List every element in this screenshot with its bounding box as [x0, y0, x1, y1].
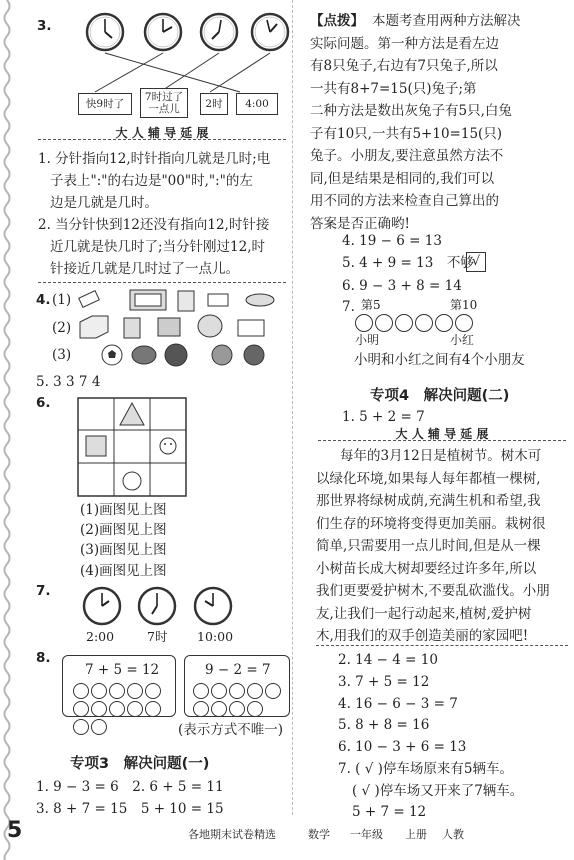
page-number: 5: [7, 818, 23, 843]
tip-label: 【点拨】: [310, 13, 364, 29]
clock-time-label: 10:00: [197, 629, 234, 644]
check-box: √: [466, 252, 486, 272]
child-name: 小明: [355, 333, 380, 347]
time-label: 2时: [200, 93, 228, 115]
footer-term: 上册: [405, 828, 427, 841]
section-banner: [318, 427, 566, 441]
q6-number: 6.: [36, 395, 51, 411]
balls-row: [78, 342, 293, 368]
story-line: 以绿化环境,如果每人每年都植一棵树,: [316, 471, 541, 487]
equation-text: 9 − 2 = 7: [205, 662, 271, 678]
tip-line: 实际问题。第一种方法是看左边: [310, 36, 499, 52]
answer-line: 6. 10 − 3 + 6 = 13: [338, 739, 467, 755]
q5-answer: 5. 3 3 7 4: [36, 374, 101, 390]
banner-line: [318, 440, 566, 441]
child-name: 小红: [450, 333, 475, 347]
clock-icon: [137, 586, 177, 626]
answer-line: 1. 5 + 2 = 7: [342, 409, 425, 425]
answer-line: 3. 7 + 5 = 12: [338, 674, 430, 690]
shapes-row-1: [78, 288, 293, 314]
section-title: 专项3 解决问题(一): [70, 756, 210, 772]
story-line: 小树苗长成大树却要经过许多年,所以: [316, 561, 537, 577]
tip-line: 1. 分针指向12,时针指向几就是几时;电: [38, 151, 271, 167]
time-label: 快9时了: [78, 93, 132, 115]
tip-line: 一共有8+7=15(只)兔子;第: [310, 81, 477, 97]
answer-line: 5 + 7 = 12: [352, 804, 427, 820]
tip-line: 2. 当分针快到12还没有指向12,时针接: [38, 217, 270, 233]
position-label: 第5: [361, 298, 381, 312]
equation-card: [184, 655, 290, 717]
q8-number: 8.: [36, 650, 51, 666]
position-label: 第10: [450, 298, 478, 312]
answer-summary: 小明和小红之间有4个小朋友: [354, 352, 525, 368]
story-line: 友,让我们一起行动起来,植树,爱护树: [316, 606, 532, 622]
story-line: 我们更要爱护树木,不要乱砍滥伐。小朋: [316, 583, 550, 599]
column-divider: [292, 0, 293, 815]
q6-answer: (3)画图见上图: [80, 542, 167, 558]
answer-line: 4. 16 − 6 − 3 = 7: [338, 696, 458, 712]
banner-line: [38, 139, 286, 140]
tip-line: 答案是否正确哟!: [310, 216, 410, 232]
tip-line: 子有10只,一共有5+10=15(只): [310, 126, 503, 142]
picture-grid: [77, 397, 187, 497]
story-line: 那世界将绿树成荫,充满生机和希望,我: [316, 493, 541, 509]
equation-text: 7 + 5 = 12: [85, 662, 160, 678]
story-line: 每年的3月12日是植树节。树木可: [340, 448, 542, 464]
clock-icon: [199, 12, 239, 52]
answer-line: 2. 14 − 4 = 10: [338, 652, 438, 668]
story-line: 简单,只需要用一点儿时间,但是从一棵: [316, 538, 541, 554]
story-bottom-line: [316, 645, 568, 646]
q6-answer: (2)画图见上图: [80, 522, 167, 538]
tip-line: 二种方法是数出灰兔子有5只,白兔: [310, 103, 512, 119]
answer-line: 7. ( √ )停车场原来有5辆车。: [338, 761, 513, 777]
clock-icon: [82, 586, 122, 626]
clock-time-label: 7时: [147, 629, 168, 644]
shapes-row-2: [78, 314, 293, 340]
tip-line: 边是几就是几时。: [50, 195, 158, 211]
time-label: 7时过了一点儿: [140, 88, 188, 118]
banner-text: 大 人 辅 导 延 展: [395, 427, 489, 441]
children-circles: [354, 313, 484, 333]
tip-line: 用不同的方法来检查自己算出的: [310, 193, 499, 209]
time-label: 4:00: [236, 93, 278, 115]
q6-answer: (1)画图见上图: [80, 502, 167, 518]
q6-answer: (4)画图见上图: [80, 563, 167, 579]
q4-row-label: (1): [52, 292, 72, 308]
story-line: 木,用我们的双手创造美丽的家园吧!: [316, 628, 529, 644]
equation-card: [62, 655, 176, 717]
section-title: 专项4 解决问题(二): [370, 388, 510, 404]
circle-group: [193, 683, 289, 719]
banner-text: 大 人 辅 导 延 展: [115, 126, 209, 140]
q7-number: 7.: [36, 583, 51, 599]
answer-line: 3. 8 + 7 = 15 5 + 10 = 15: [36, 801, 224, 817]
q4-number: 4.: [36, 292, 51, 308]
footer-book: 各地期末试卷精选: [188, 828, 276, 841]
answer-line: 5. 8 + 8 = 16: [338, 717, 430, 733]
story-line: 们生存的环境将变得更加美丽。栽树很: [316, 516, 546, 532]
clock-icon: [250, 12, 290, 52]
q4-row-label: (3): [52, 347, 72, 363]
section-banner: [38, 126, 286, 140]
clock-icon: [85, 12, 125, 52]
q3-number: 3.: [37, 18, 52, 34]
footer-edition: 人教: [442, 828, 464, 841]
tip-line: 近几就是快几时了;当分针刚过12,时: [50, 239, 266, 255]
q4-row-label: (2): [52, 320, 72, 336]
tip-line: 同,但是结果是相同的,我们可以: [310, 171, 495, 187]
answer-line: 6. 9 − 3 + 8 = 14: [342, 278, 462, 294]
answer-line: 5. 4 + 9 = 13 不够: [342, 255, 474, 271]
tip-line: 有8只兔子,右边有7只兔子,所以: [310, 58, 498, 74]
tip-line: 针接近几就是几时过了一点儿。: [50, 261, 239, 277]
tip-line: 子表上":"的右边是"00"时,":"的左: [50, 173, 253, 189]
answer-line: ( √ )停车场又开来了7辆车。: [352, 783, 524, 799]
q8-note: (表示方式不唯一): [178, 722, 284, 738]
tip-bottom-line: [38, 282, 286, 283]
clock-icon: [143, 12, 183, 52]
tip-line: 兔子。小朋友,要注意虽然方法不: [310, 148, 504, 164]
footer-subject: 数学: [308, 828, 330, 841]
wavy-page-border: [0, 0, 14, 860]
clock-time-label: 2:00: [86, 629, 115, 644]
q7-number: 7.: [342, 299, 355, 315]
tip-line: 本题考查用两种方法解决: [372, 13, 521, 29]
answer-line: 1. 9 − 3 = 6 2. 6 + 5 = 11: [36, 779, 224, 795]
footer-grade: 一年级: [350, 828, 383, 841]
answer-line: 4. 19 − 6 = 13: [342, 233, 442, 249]
circle-group: [73, 683, 173, 737]
clock-icon: [193, 586, 233, 626]
